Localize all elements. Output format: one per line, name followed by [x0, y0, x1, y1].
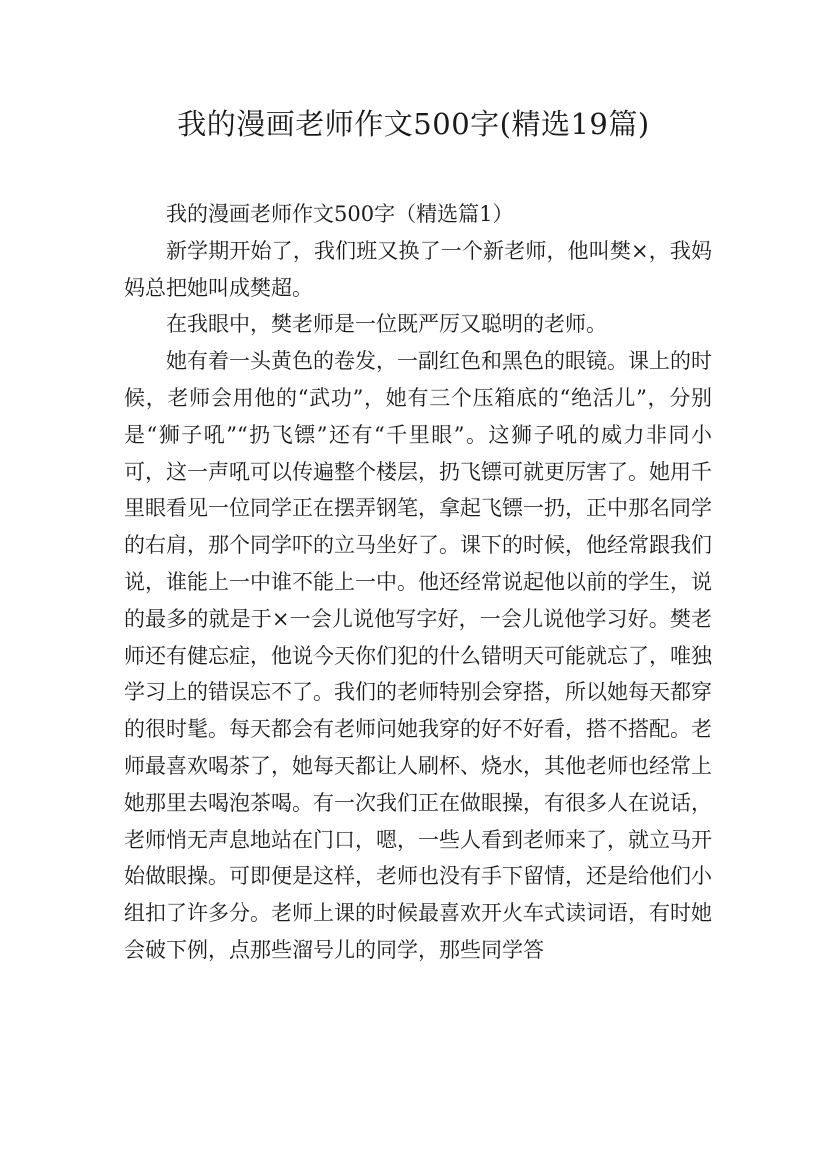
paragraph: 她有着一头黄色的卷发，一副红色和黑色的眼镜。课上的时候，老师会用他的“武功”，她有三个压箱底的“绝活儿”，分别是“狮子吼”“扔飞镖”还有“千里眼”。这狮子吼的威力非同小可，这一声吼可以传遍整个楼层，扔飞镖可就更厉害了。她用千里眼看见一位同学正在摆弄钢笔，拿起飞镖一扔，正中那名同学的右肩，那个同学吓的立马坐好了。课下的时候，他经常跟我们说，谁能上一中谁不能上一中。他还经常说起他以前的学生，说的最多的就是于×一会儿说他写字好，一会儿说他学习好。樊老师还有健忘症，他说今天你们犯的什么错明天可能就忘了，唯独学习上的错误忘不了。我们的老师特别会穿搭，所以她每天都穿的很时髦。每天都会有老师问她我穿的好不好看，搭不搭配。老师最喜欢喝茶了，她每天都让人刷杯、烧水，其他老师也经常上她那里去喝泡茶喝。有一次我们正在做眼操，有很多人在说话，老师悄无声息地站在门口，嗯，一些人看到老师来了，就立马开始做眼操。可即便是这样，老师也没有手下留情，还是给他们小组扣了许多分。老师上课的时候最喜欢开火车式读词语，有时她会破下例，点那些溜号儿的同学，那些同学答 — [124, 349, 712, 962]
paragraph: 在我眼中，樊老师是一位既严厉又聪明的老师。 — [166, 312, 607, 337]
paragraph: 新学期开始了，我们班又换了一个新老师，他叫樊×，我妈妈总把她叫成樊超。 — [124, 238, 712, 300]
section-heading: 我的漫画老师作文500字（精选篇1） — [166, 202, 514, 226]
document-body — [124, 196, 712, 969]
document-title: 我的漫画老师作文500字(精选19篇) — [177, 107, 650, 141]
